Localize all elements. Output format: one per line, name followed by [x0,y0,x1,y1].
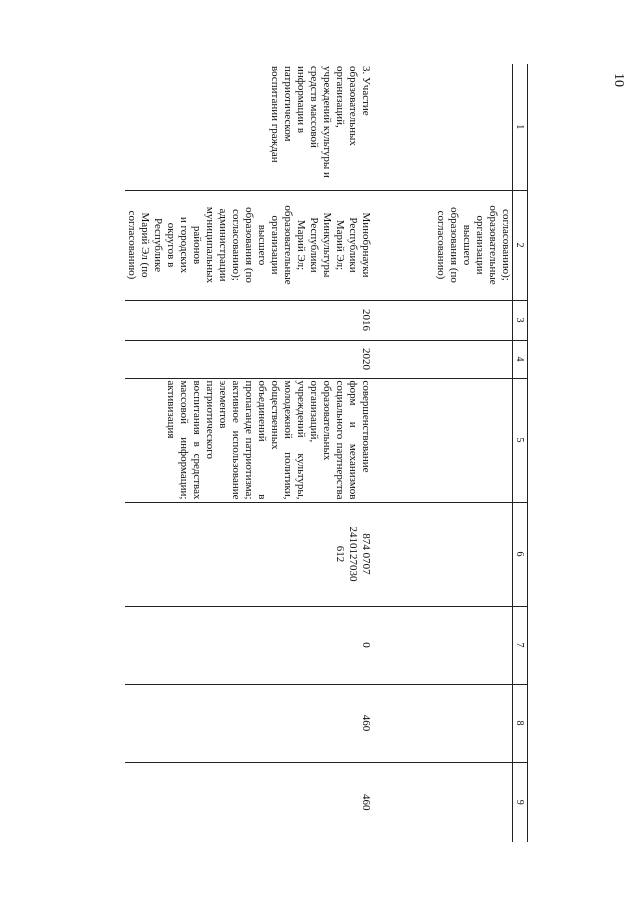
header-col-4: 4 [513,340,528,378]
end-year: 2020 [125,340,376,378]
value-col-9: 460 [125,762,376,842]
header-col-2: 2 [513,190,528,300]
event-name: 3. Участие образовательных организаций, учреждений культуры и средств массовой информации в патриотическом воспитании граждан [269,66,372,178]
page-number: 10 [611,73,626,87]
value-col-7: 0 [125,606,376,684]
header-col-8: 8 [513,684,528,762]
continuation-row [376,64,513,842]
header-col-9: 9 [513,762,528,842]
budget-code: 874 0707 2410127030 612 [125,502,376,606]
cont-col-1 [376,64,513,190]
cont-executors: согласованию); образовательные организации высшего образования (по согласованию) [376,190,513,300]
header-col-7: 7 [513,606,528,684]
header-col-6: 6 [513,502,528,606]
table-row [125,64,376,842]
header-col-3: 3 [513,300,528,340]
start-year: 2016 [125,300,376,340]
executors: Минобрнауки Республики Марий Эл; Минкультуры Республики Марий Эл; образовательные организации высшего образования (по согласованию); администрации муниципальных районов и городских округов в Республике Марий Эл (по согласованию) [125,190,376,300]
header-col-5: 5 [513,378,528,502]
header-row [513,64,528,842]
value-col-8: 460 [125,684,376,762]
header-col-1: 1 [513,64,528,190]
rotated-page-content [112,64,528,842]
expected-result: совершенствование форм и механизмов социального партнерства образовательных организаций, учреждений культуры, молодежной политики, общественных объединений в пропаганде патриотизма; активное использование элементов патриотического воспитания в средствах массовой информации; активизация [125,378,376,502]
program-table [125,64,528,842]
